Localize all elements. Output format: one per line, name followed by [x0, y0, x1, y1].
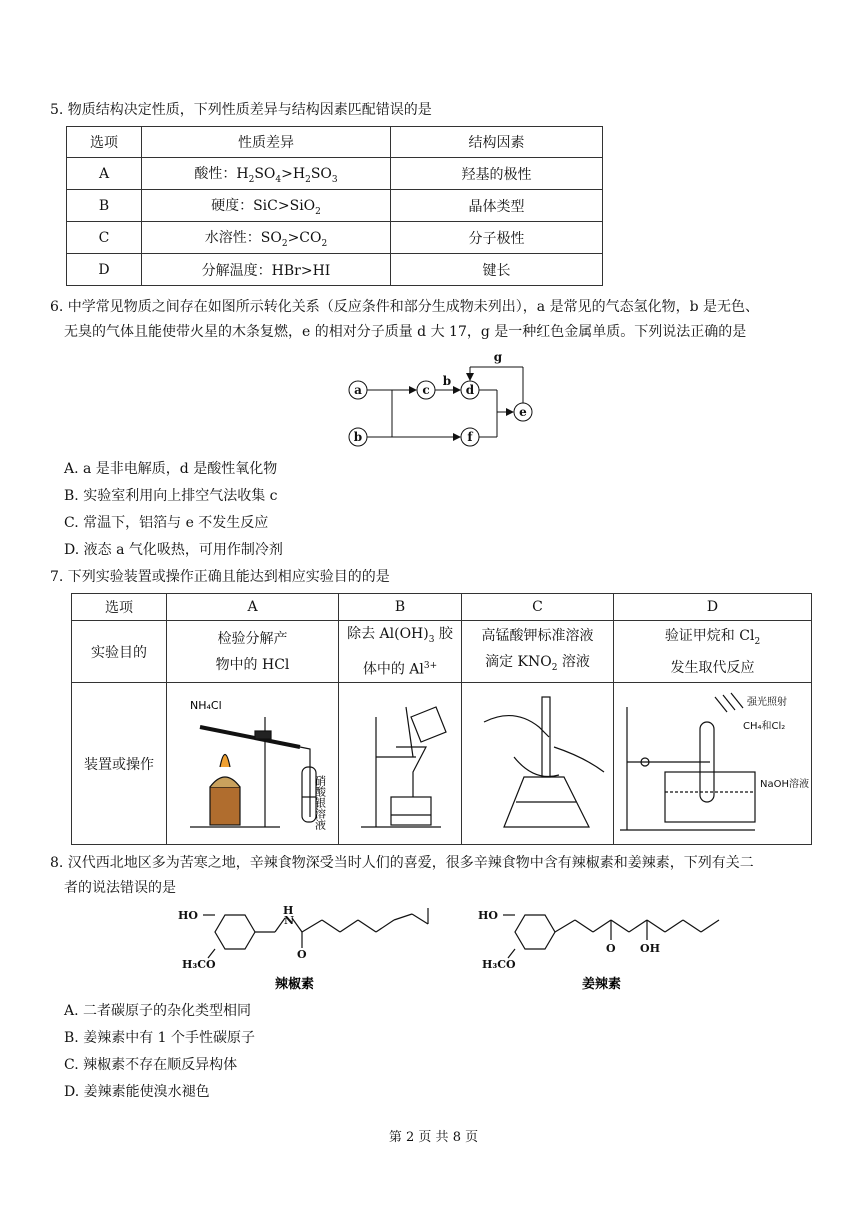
gingerol-name: 姜辣素 [582, 977, 622, 992]
q7-fig-d-cell [614, 683, 812, 845]
q5-opt: B [67, 190, 142, 222]
table-row [67, 222, 603, 254]
q5-prop: 硬度：SiC>SiO$_2$ [142, 190, 391, 222]
q6-stem-line2: 无臭的气体且能使带火星的木条复燃，e 的相对分子质量 d 大 17，g 是一种红色金属单质。下列说法正确的是 [64, 324, 747, 340]
q8-option-c: C. 辣椒素不存在顺反异构体 [64, 1057, 238, 1073]
q7-header-d: D [614, 594, 812, 621]
q6-option-c: C. 常温下，铝箔与 e 不发生反应 [64, 515, 269, 531]
q6-option-a: A. a 是非电解质，d 是酸性氧化物 [64, 461, 278, 477]
q8-structures [170, 900, 730, 995]
node-f-label: f [467, 430, 473, 444]
q7-purpose-label: 实验目的 [72, 621, 167, 683]
page-footer: 第 2 页 共 8 页 [388, 1130, 479, 1145]
capsaicin-ho: HO [178, 909, 198, 922]
q5-opt: A [67, 158, 142, 190]
q7-purpose-c: 高锰酸钾标准溶液 滴定 $KNO_2$ 溶液 [462, 621, 614, 683]
q5-prop: 水溶性：$SO_2>CO_2$ [142, 222, 391, 254]
q5-header-option: 选项 [67, 127, 142, 158]
capsaicin-o: O [297, 948, 307, 961]
table-row [67, 190, 603, 222]
q5-opt: C [67, 222, 142, 254]
q8-option-a: A. 二者碳原子的杂化类型相同 [64, 1003, 252, 1019]
q5-cause: 分子极性 [391, 222, 603, 254]
q7-purpose-b: 除去 $Al(OH)_3$ 胶 体中的 $Al^{3+}$ [339, 621, 462, 683]
capsaicin-h3co: H₃CO [182, 958, 216, 971]
gingerol-h3co: H₃CO [482, 958, 516, 971]
label-ch4cl2: CH₄和Cl₂ [743, 720, 786, 732]
q6-conversion-diagram [340, 345, 540, 455]
q7-device-label: 装置或操作 [72, 683, 167, 845]
q5-header-property: 性质差异 [142, 127, 391, 158]
node-d-label: d [465, 383, 475, 397]
q7-purpose-a: 检验分解产 物中的 HCl [167, 621, 339, 683]
table-row [67, 254, 603, 286]
label-nh4cl: NH₄Cl [190, 698, 222, 712]
q7-fig-a [170, 687, 335, 837]
q6-stem-line1: 6. 中学常见物质之间存在如图所示转化关系（反应条件和部分生成物未列出），a 是常见的气态氢化物，b 是无色、 [50, 299, 760, 315]
capsaicin-structure [203, 908, 428, 958]
node-a-label: a [354, 383, 362, 397]
q7-table [71, 593, 812, 845]
q8-stem-line1: 8. 汉代西北地区多为苦寒之地，辛辣食物深受当时人们的喜爱，很多辛辣食物中含有辣椒素和姜辣素，下列有关二 [50, 855, 754, 871]
gingerol-oh: OH [640, 942, 660, 955]
node-g-label: g [493, 350, 503, 364]
gingerol-ho: HO [478, 909, 498, 922]
node-e-label: e [519, 405, 527, 419]
q8-option-d: D. 姜辣素能使溴水褪色 [64, 1084, 210, 1100]
edge-label-b: b [442, 374, 452, 388]
q7-purpose-d: 验证甲烷和 $Cl_2$ 发生取代反应 [614, 621, 812, 683]
q7-fig-a-cell [167, 683, 339, 845]
q7-fig-c [464, 687, 612, 837]
q7-fig-d [615, 687, 810, 837]
q7-fig-c-cell [462, 683, 614, 845]
node-c-label: c [422, 383, 430, 397]
label-naoh: NaOH溶液 [760, 778, 809, 790]
q5-cause: 键长 [391, 254, 603, 286]
label-agno3: 硝酸银溶液 [313, 774, 327, 830]
table-row [67, 158, 603, 190]
capsaicin-name: 辣椒素 [275, 977, 315, 992]
q7-header-b: B [339, 594, 462, 621]
node-b-label: b [353, 430, 363, 444]
q5-header-cause: 结构因素 [391, 127, 603, 158]
gingerol-o: O [606, 942, 616, 955]
q5-prop: 酸性：$H_2SO_4>H_2SO_3$ [142, 158, 391, 190]
capsaicin-n: N [284, 914, 295, 927]
q5-stem: 5. 物质结构决定性质，下列性质差异与结构因素匹配错误的是 [50, 102, 432, 118]
q5-opt: D [67, 254, 142, 286]
capsaicin-h: H [283, 904, 294, 917]
q7-stem: 7. 下列实验装置或操作正确且能达到相应实验目的的是 [50, 569, 390, 585]
q5-cause: 晶体类型 [391, 190, 603, 222]
q7-header-option: 选项 [72, 594, 167, 621]
q7-fig-b-cell [339, 683, 462, 845]
q5-cause: 羟基的极性 [391, 158, 603, 190]
q6-option-b: B. 实验室利用向上排空气法收集 c [64, 488, 278, 504]
label-strong-light: 强光照射 [747, 696, 787, 708]
q7-header-a: A [167, 594, 339, 621]
q7-header-c: C [462, 594, 614, 621]
q5-table [66, 126, 603, 286]
q8-option-b: B. 姜辣素中有 1 个手性碳原子 [64, 1030, 255, 1046]
q7-fig-b [341, 687, 459, 837]
q5-prop: 分解温度：HBr>HI [142, 254, 391, 286]
q8-stem-line2: 者的说法错误的是 [64, 880, 176, 896]
q6-option-d: D. 液态 a 气化吸热，可用作制冷剂 [64, 542, 283, 558]
